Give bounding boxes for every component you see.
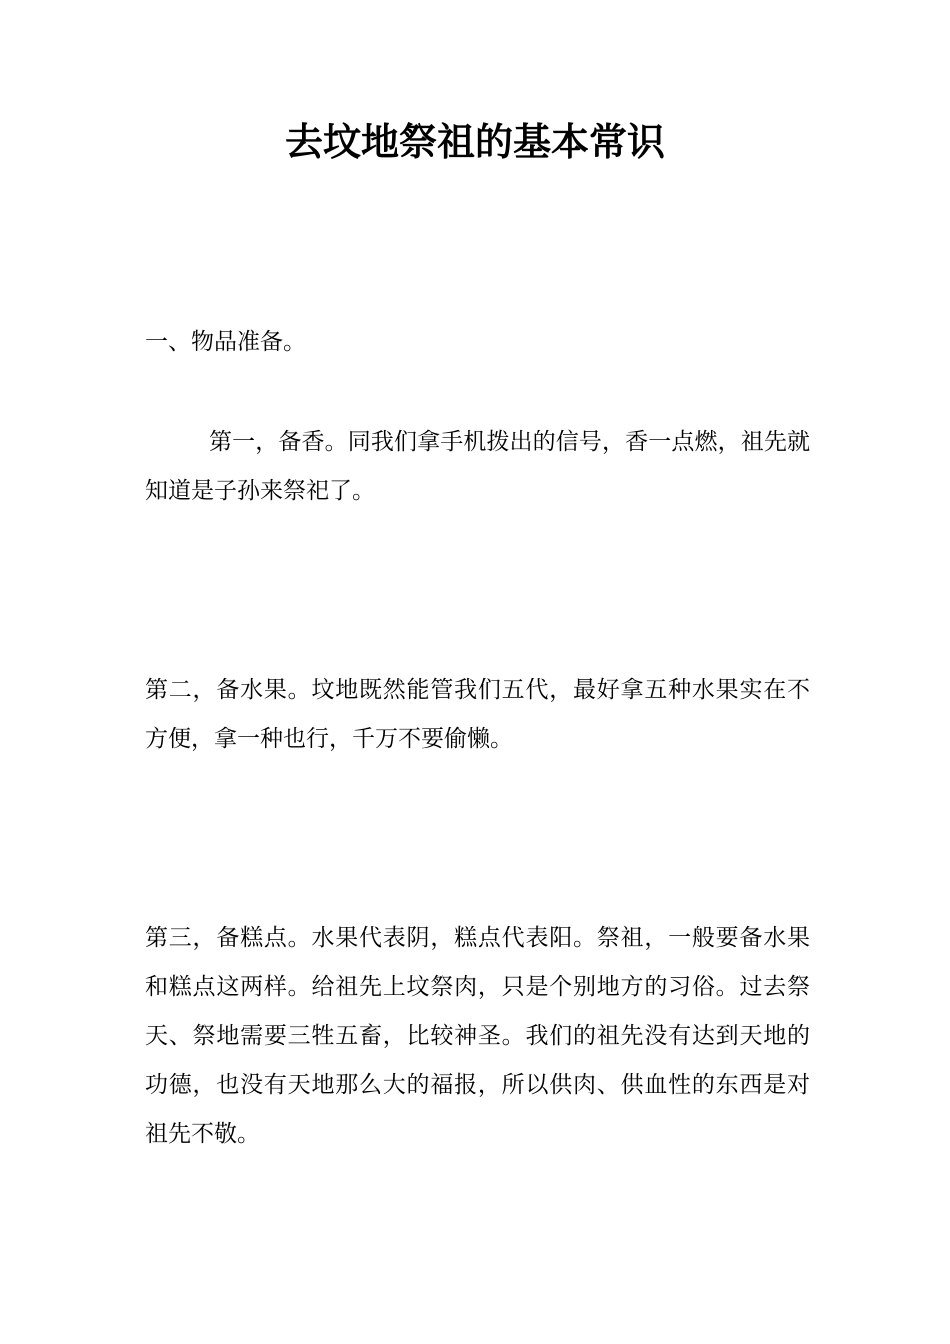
document-title: 去坟地祭祖的基本常识 [284,119,665,164]
paragraph-incense: 第一，备香。同我们拿手机拨出的信号，香一点燃，祖先就知道是子孙来祭祀了。 [145,429,810,504]
paragraph-pastry: 第三，备糕点。水果代表阴，糕点代表阳。祭祖，一般要备水果和糕点这两样。给祖先上坟祭肉，只是个别地方的习俗。过去祭天、祭地需要三牲五畜，比较神圣。我们的祖先没有达到天地的功德，也没有天地那么大的福报，所以供肉、供血性的东西是对祖先不敬。 [145,925,810,1147]
section-heading: 一、物品准备。 [145,329,306,355]
paragraph-fruit: 第二，备水果。坟地既然能管我们五代，最好拿五种水果实在不方便，拿一种也行，千万不要偷懒。 [145,677,810,752]
